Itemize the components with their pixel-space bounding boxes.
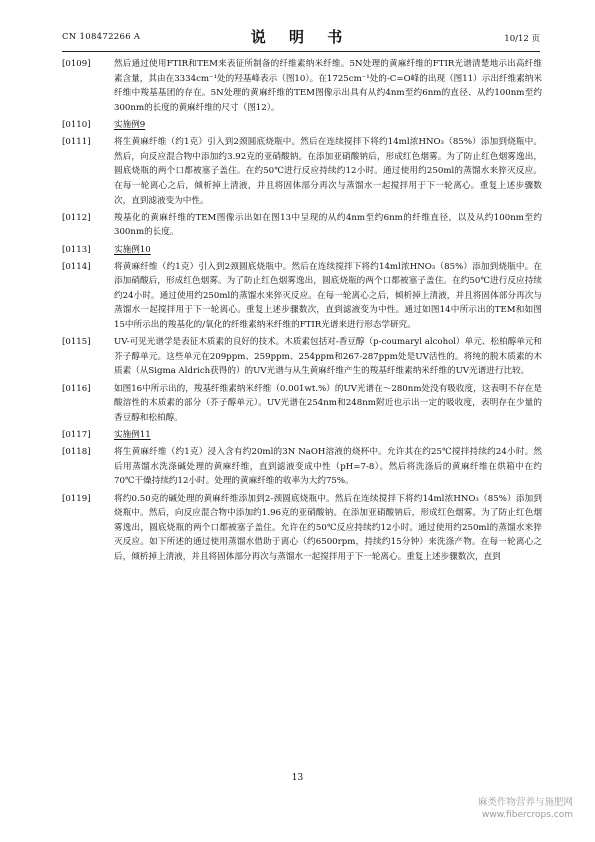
page-label: 10/12 页 xyxy=(504,34,540,44)
paragraph-text: 将约0.50克的碱处理的黄麻纤维添加到2-颈圆底烧瓶中。然后在连续搅拌下将约14ml浓HNO₃（85%）添加到烧瓶中。然后，向反应混合物中添加约1.96克的亚硝酸钠。在添加亚硝酸钠后，形成红色烟雾。为了防止红色烟雾逸出，圆底烧瓶的两个口都被塞子盖住。允许在约50℃反应持续约12小时。通过使用约250ml的蒸馏水来猝灭反应。如下所述的通过使用蒸馏水借助于离心（约6500rpm，持续约15分钟）来洗涤产物。在每一轮离心之后，倾析掉上清液，并且将固体部分再次与蒸馏水一起搅拌用于下一轮离心。重复上述步骤数次，直到 xyxy=(114,493,542,562)
paragraph xyxy=(62,335,542,379)
paragraph-number: [0118] xyxy=(62,447,91,458)
paragraph-number: [0111] xyxy=(62,137,91,148)
paragraph-text: 如图16中所示出的，羧基纤维素纳米纤维（0.001wt.%）的UV光谱在～280nm处没有吸收度，这表明不存在是酸溶性的木质素的部分（芥子醇单元）。UV光谱在254nm和248nm附近也示出一定的吸收度，表明存在少量的香豆醇和松柏醇。 xyxy=(114,383,542,423)
paragraph-text: UV-可见光谱学是表征木质素的良好的技术。木质素包括对-香豆醇（p-coumaryl alcohol）单元、松柏醇单元和芥子醇单元。这些单元在209ppm、259ppm、254ppm和267-287ppm处是UV活性的。将纯的脱木质素的木质素（从Sigma Aldrich获得的）的UV光谱与从生黄麻纤维产生的羧基纤维素纳米纤维的UV光谱进行比较。 xyxy=(114,337,542,377)
page-header xyxy=(62,26,540,48)
paragraph-text: 将黄麻纤维（约1克）引入到2颈圆底烧瓶中。然后在连续搅拌下将约14ml浓HNO₃（85%）添加到烧瓶中。在添加硝酸后，形成红色烟雾。为了防止红色烟雾逸出，圆底烧瓶的两个口都被塞子盖住。在约50℃进行反应持续约24小时。通过使用约250ml的蒸馏水来猝灭反应。在每一轮离心之后，倾析掉上清液，并且将固体部分再次与蒸馏水一起搅拌用于下一轮离心。重复上述步骤数次，直到滤液变为中性。通过如图14中所示出的TEM和如图15中所示出的羧基化的/氧化的纤维素纳米纤维的FTIR光谱来进行形态学研究。 xyxy=(114,261,542,331)
paragraph-number: [0109] xyxy=(62,59,91,69)
paragraph-text: 羧基化的黄麻纤维的TEM图像示出如在图13中呈现的从约4nm至约6nm的纤维直径，以及从约100nm至约300nm的长度。 xyxy=(114,212,542,238)
paragraph-number: [0112] xyxy=(62,212,91,223)
watermark-url: www.fibercrops.com xyxy=(482,810,573,820)
paragraph-number: [0116] xyxy=(62,383,91,394)
watermark xyxy=(478,796,573,822)
document-body xyxy=(62,57,542,567)
page-number: 13 xyxy=(291,773,304,783)
heading-text: 实施例11 xyxy=(114,430,151,440)
section-heading xyxy=(62,243,542,258)
paragraph xyxy=(62,492,542,565)
paragraph-number: [0119] xyxy=(62,493,91,504)
paragraph xyxy=(62,382,542,426)
section-heading xyxy=(62,118,542,133)
paragraph xyxy=(62,57,542,115)
watermark-title: 麻类作物营养与施肥网 xyxy=(477,797,573,808)
header-rule xyxy=(62,51,540,52)
paragraph-number: [0113] xyxy=(62,244,91,255)
paragraph xyxy=(62,211,542,240)
patent-number: CN 108472266 A xyxy=(62,32,141,42)
heading-text: 实施例9 xyxy=(114,119,146,130)
paragraph-text: 将生黄麻纤维（约1克）浸入含有约20ml的3N NaOH溶液的烧杯中。允许其在约25℃搅拌持续约24小时。然后用蒸馏水洗涤碱处理的黄麻纤维，直到滤液变成中性（pH=7-8）。然后将洗涤后的黄麻纤维在烘箱中在约70℃干燥持续约12小时。处理的黄麻纤维的收率为大约75%。 xyxy=(114,447,542,487)
paragraph xyxy=(62,135,542,208)
paragraph-number: [0117] xyxy=(62,430,91,440)
paragraph-number: [0110] xyxy=(62,119,91,130)
section-heading xyxy=(62,428,542,443)
paragraph-text: 将生黄麻纤维（约1克）引入到2颈圆底烧瓶中。然后在连续搅拌下将约14ml浓HNO₃（85%）添加到烧瓶中。然后，向反应混合物中添加约3.92克的亚硝酸钠。在添加亚硝酸钠后，形成红色烟雾。为了防止红色烟雾逸出，圆底烧瓶的两个口都被塞子盖住。在约50℃进行反应持续约12小时。通过使用约250ml的蒸馏水来猝灭反应。在每一轮离心之后，倾析掉上清液，并且将固体部分再次与蒸馏水一起搅拌用于下一轮离心。重复上述步骤数次，直到滤液变为中性。 xyxy=(114,137,542,206)
paragraph-text: 然后通过使用FTIR和TEM来表征所制备的纤维素纳米纤维。5N处理的黄麻纤维的FTIR光谱清楚地示出高纤维素含量，其由在3334cm⁻¹处的羟基峰表示（图10）。在1725cm⁻¹处的-C=O峰的出现（图11）示出纤维素纳米纤维中羧基基团的存在。5N处理的黄麻纤维的TEM图像示出具有从约4nm至约6nm的直径、从约100nm至约300nm的长度的黄麻纤维的尺寸（图12）。 xyxy=(114,59,542,113)
paragraph xyxy=(62,445,542,489)
paragraph-number: [0114] xyxy=(62,261,91,272)
heading-text: 实施例10 xyxy=(114,244,151,255)
paragraph-number: [0115] xyxy=(62,337,91,348)
document-title: 说 明 书 xyxy=(250,28,352,46)
paragraph xyxy=(62,260,542,333)
